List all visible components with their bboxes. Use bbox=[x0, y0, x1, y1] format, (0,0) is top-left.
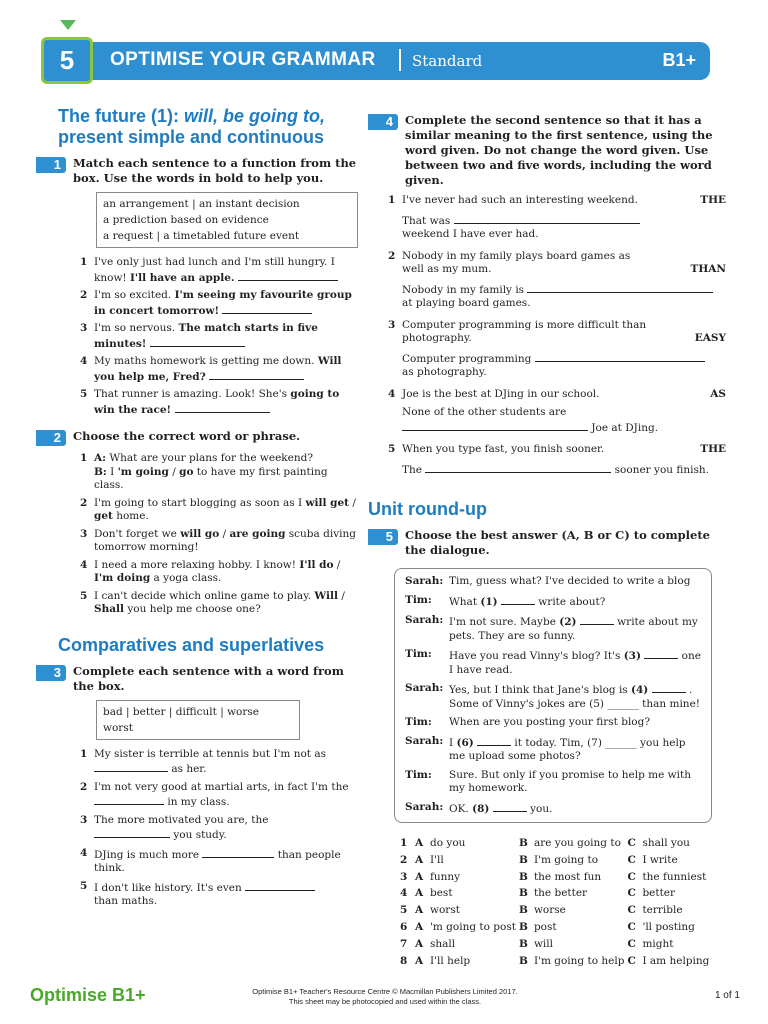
section-title-future bbox=[58, 106, 358, 148]
item-bold-text: I'll have an apple. bbox=[130, 271, 235, 284]
dialogue-line bbox=[405, 735, 701, 764]
dialogue-text: . Some of Vinny's jokes are (5) ______ than mine! bbox=[449, 684, 701, 710]
item-bold-text: The match starts in five minutes! bbox=[94, 322, 318, 350]
answer-option-b[interactable]: are you going to bbox=[533, 837, 621, 849]
item-number: 5 bbox=[80, 879, 88, 892]
list-item bbox=[388, 388, 726, 436]
answer-blank[interactable] bbox=[527, 282, 713, 293]
key-word: AS bbox=[710, 387, 726, 400]
item-number: 2 bbox=[80, 780, 88, 793]
answer-blank[interactable] bbox=[94, 794, 164, 805]
comparative-word-box bbox=[96, 700, 300, 740]
key-word: THE bbox=[700, 194, 726, 206]
answer-blank[interactable] bbox=[477, 735, 511, 746]
answer-blank[interactable] bbox=[222, 303, 312, 314]
item-number: 5 bbox=[388, 443, 396, 455]
item-text: My maths homework is getting me down. bbox=[94, 355, 318, 367]
left-column bbox=[53, 106, 358, 913]
option-letter: C bbox=[627, 904, 636, 917]
exercise-1-header bbox=[36, 156, 358, 186]
dialogue-text: Tim, guess what? I've decided to write a blog bbox=[449, 575, 691, 587]
word-box-line: a request | a timetabled future event bbox=[103, 230, 300, 242]
item-number: 1 bbox=[80, 747, 88, 760]
item-text: My sister is terrible at tennis but I'm not as bbox=[94, 747, 327, 760]
list-item bbox=[80, 781, 358, 810]
item-text: Computer programming is more difficult than photography. bbox=[402, 318, 647, 344]
speaker-label: Sarah: bbox=[405, 682, 444, 694]
choice-option[interactable]: I'm doing bbox=[94, 572, 151, 584]
word-box-line: a prediction based on evidence bbox=[103, 214, 269, 226]
answer-row bbox=[400, 902, 712, 919]
exercise-number: 4 bbox=[368, 114, 398, 130]
answer-number: 7 bbox=[400, 937, 408, 950]
dialogue-line bbox=[405, 594, 701, 610]
list-item bbox=[80, 559, 358, 586]
key-word: THE bbox=[700, 443, 726, 455]
item-bold-text: going to win the race! bbox=[94, 388, 340, 416]
exercise-5-header bbox=[368, 528, 726, 558]
exercise-4-header bbox=[368, 113, 726, 188]
option-letter: A bbox=[415, 904, 424, 917]
dialogue-text: it today. Tim, (7) ______ you help me upload some photos? bbox=[449, 736, 686, 762]
dialogue-line bbox=[405, 614, 701, 643]
exercise-number: 2 bbox=[36, 430, 66, 446]
dialogue-box bbox=[394, 568, 712, 823]
choice-option[interactable]: will get bbox=[305, 496, 350, 509]
speaker-label: Tim: bbox=[405, 716, 432, 728]
exercise-instruction: Choose the best answer (A, B or C) to complete the dialogue. bbox=[405, 528, 710, 557]
choice-option[interactable]: Shall bbox=[94, 603, 124, 615]
option-letter: C bbox=[627, 853, 636, 866]
list-item bbox=[80, 388, 358, 417]
answer-row bbox=[400, 936, 712, 953]
word-box-line: worst bbox=[103, 721, 133, 734]
item-text: That runner is amazing. Look! She's bbox=[94, 388, 291, 400]
header-marker-triangle bbox=[60, 20, 76, 30]
option-letter: A bbox=[415, 937, 424, 950]
option-letter: B bbox=[518, 887, 528, 900]
answer-row bbox=[400, 953, 712, 970]
answer-option-b[interactable]: worse bbox=[533, 904, 566, 917]
section-title-round-up: Unit round-up bbox=[368, 499, 487, 519]
dialogue-line bbox=[405, 648, 701, 677]
key-word: THAN bbox=[690, 262, 726, 275]
word-box-line: bad | better | difficult | worse bbox=[103, 705, 259, 718]
option-letter: A bbox=[415, 920, 424, 933]
speaker-label: Sarah: bbox=[405, 800, 444, 813]
answer-option-c[interactable]: shall you bbox=[642, 837, 690, 849]
answer-blank[interactable] bbox=[245, 880, 315, 891]
dialogue-text: one I have read. bbox=[449, 650, 701, 676]
item-number: 1 bbox=[80, 452, 88, 464]
answer-option-c[interactable]: the funniest bbox=[642, 870, 707, 883]
dialogue-text: OK. bbox=[449, 802, 473, 815]
dialogue-text: I'm not sure. Maybe bbox=[449, 616, 560, 628]
option-letter: A bbox=[415, 887, 424, 900]
item-text: scuba diving tomorrow morning! bbox=[94, 527, 356, 553]
item-number: 3 bbox=[80, 813, 88, 826]
footer-brand: Optimise B1+ bbox=[30, 985, 146, 1005]
item-number: 1 bbox=[80, 256, 88, 268]
choice-option[interactable]: will go bbox=[180, 527, 220, 540]
answer-option-c[interactable]: 'll posting bbox=[642, 920, 695, 933]
answer-blank[interactable] bbox=[652, 682, 686, 693]
answer-blank[interactable] bbox=[535, 351, 705, 362]
speaker-label: Sarah: bbox=[405, 734, 444, 747]
answer-row bbox=[400, 835, 712, 852]
gap-number: (3) bbox=[623, 650, 641, 662]
answer-blank[interactable] bbox=[402, 420, 588, 431]
option-letter: B bbox=[518, 870, 528, 883]
item-text: weekend I have ever had. bbox=[402, 228, 539, 240]
item-text: than people think. bbox=[94, 848, 341, 874]
item-text: as photography. bbox=[402, 366, 487, 378]
option-letter: C bbox=[627, 837, 636, 849]
dialogue-text: you. bbox=[526, 802, 553, 815]
answer-blank[interactable] bbox=[454, 213, 640, 224]
list-item bbox=[388, 194, 726, 242]
answer-option-a[interactable]: funny bbox=[430, 870, 461, 883]
list-item bbox=[80, 289, 358, 318]
option-letter: B bbox=[518, 904, 528, 917]
answer-blank[interactable] bbox=[501, 594, 535, 605]
answer-blank[interactable] bbox=[425, 462, 611, 473]
item-text: I'm so nervous. bbox=[94, 322, 179, 334]
list-item bbox=[80, 748, 358, 777]
worksheet-subtitle: Standard bbox=[412, 52, 483, 70]
copyright-line: This sheet may be photocopied and used within the class. bbox=[288, 997, 482, 1006]
choice-separator: / bbox=[333, 558, 341, 571]
choice-option[interactable]: Will bbox=[314, 589, 338, 602]
word-box-line: an arrangement | an instant decision bbox=[103, 198, 300, 210]
list-item bbox=[80, 814, 358, 843]
gap-number: (6) bbox=[456, 736, 474, 749]
key-word: EASY bbox=[694, 331, 726, 344]
dialogue-text: Yes, but I think that Jane's blog is bbox=[449, 684, 632, 696]
answer-number: 1 bbox=[400, 837, 408, 849]
item-text: None of the other students are bbox=[402, 406, 567, 418]
item-text: than maths. bbox=[94, 895, 158, 907]
worksheet-title: OPTIMISE YOUR GRAMMAR bbox=[110, 49, 376, 70]
item-text: I've only just had lunch and I'm still hungry. I know! bbox=[94, 256, 335, 284]
dialogue-text: When are you posting your first blog? bbox=[449, 716, 650, 728]
item-number: 3 bbox=[80, 322, 88, 334]
answer-blank[interactable] bbox=[94, 827, 170, 838]
answer-number: 8 bbox=[400, 954, 408, 967]
dialogue-line bbox=[405, 682, 701, 711]
dialogue-line bbox=[405, 575, 701, 589]
list-item bbox=[80, 590, 358, 617]
answer-option-b[interactable]: the better bbox=[533, 887, 588, 900]
section-title-comparatives: Comparatives and superlatives bbox=[58, 634, 325, 655]
answer-row bbox=[400, 919, 712, 936]
item-text: I bbox=[106, 465, 118, 478]
option-letter: C bbox=[627, 954, 636, 967]
item-number: 4 bbox=[80, 355, 88, 367]
dialogue-text: Sure. But only if you promise to help me with my homework. bbox=[449, 768, 691, 794]
dialogue-text: I bbox=[449, 736, 457, 749]
speaker-label: Tim: bbox=[405, 648, 432, 660]
answer-option-a[interactable]: best bbox=[430, 887, 453, 900]
list-item bbox=[80, 497, 358, 524]
item-text: I don't like history. It's even bbox=[94, 881, 246, 894]
answer-row bbox=[400, 885, 712, 902]
item-text: you help me choose one? bbox=[124, 603, 261, 615]
footer-copyright bbox=[230, 987, 540, 1007]
item-text: I need a more relaxing hobby. I know! bbox=[94, 558, 300, 571]
answer-blank[interactable] bbox=[493, 801, 527, 812]
option-letter: B bbox=[518, 853, 528, 866]
speaker-label: Tim: bbox=[405, 593, 432, 606]
exercise-1-items bbox=[80, 256, 358, 417]
section-title-italic: will, be going to, bbox=[184, 106, 325, 126]
item-text: sooner you finish. bbox=[611, 463, 709, 476]
answer-option-b[interactable]: the most fun bbox=[533, 870, 602, 883]
item-number: 5 bbox=[80, 388, 88, 400]
answer-option-a[interactable]: I'll bbox=[430, 853, 444, 866]
answer-number: 3 bbox=[400, 870, 408, 883]
answer-blank[interactable] bbox=[150, 336, 245, 347]
item-number: 3 bbox=[80, 527, 88, 540]
answer-option-c[interactable]: might bbox=[642, 937, 674, 950]
item-number: 2 bbox=[80, 289, 88, 301]
answer-option-b[interactable]: will bbox=[533, 937, 553, 950]
item-bold-text: Will you help me, Fred? bbox=[94, 355, 342, 383]
item-text: DJing is much more bbox=[94, 848, 203, 861]
item-text: I can't decide which online game to play. bbox=[94, 589, 315, 602]
header-divider bbox=[399, 49, 401, 71]
item-number: 3 bbox=[388, 318, 396, 331]
gap-number: (8) bbox=[472, 802, 490, 815]
exercise-instruction: Complete each sentence with a word from the box. bbox=[73, 663, 344, 693]
option-letter: C bbox=[627, 887, 636, 900]
gap-number: (2) bbox=[559, 616, 577, 628]
item-text: a yoga class. bbox=[150, 572, 222, 584]
item-text: Joe at DJing. bbox=[588, 421, 659, 434]
speaker-label: Sarah: bbox=[405, 575, 444, 587]
list-item bbox=[80, 528, 358, 555]
exercise-instruction: Complete the second sentence so that it has a similar meaning to the first sentence, using the word given. Do not change the word given. Use between two and five words, including the word given. bbox=[405, 113, 713, 187]
gap-number: (1) bbox=[480, 595, 498, 608]
answer-options-table bbox=[400, 835, 712, 969]
gap-number: (4) bbox=[631, 684, 649, 696]
item-text: to have my first painting class. bbox=[94, 465, 328, 491]
list-item bbox=[388, 250, 726, 311]
option-letter: A bbox=[415, 954, 424, 967]
speaker-label: A: bbox=[94, 452, 107, 464]
list-item bbox=[80, 847, 358, 876]
item-text: Nobody in my family is bbox=[402, 283, 528, 296]
answer-blank[interactable] bbox=[209, 369, 304, 380]
function-word-box bbox=[96, 192, 358, 248]
item-bold-text: I'm seeing my favourite group in concert tomorrow! bbox=[94, 289, 352, 317]
exercise-number: 1 bbox=[36, 157, 66, 173]
answer-option-c[interactable]: I am helping bbox=[642, 954, 710, 967]
item-number: 4 bbox=[388, 387, 396, 400]
choice-option[interactable]: 'm going bbox=[117, 465, 169, 478]
answer-number: 6 bbox=[400, 920, 408, 933]
answer-option-a[interactable]: 'm going to post bbox=[430, 920, 516, 933]
option-letter: A bbox=[415, 870, 424, 883]
item-text: That was bbox=[402, 214, 454, 227]
dialogue-text: write about? bbox=[534, 595, 606, 608]
choice-option[interactable]: get bbox=[94, 510, 113, 522]
option-letter: C bbox=[627, 937, 636, 950]
item-text: I've never had such an interesting weekend. bbox=[402, 194, 638, 206]
exercise-3-items bbox=[80, 748, 358, 909]
answer-option-a[interactable]: I'll help bbox=[430, 954, 471, 967]
item-text: I'm going to start blogging as soon as I bbox=[94, 496, 306, 509]
exercise-2-items bbox=[80, 452, 358, 617]
page-number: 1 of 1 bbox=[714, 990, 740, 1001]
item-text: Nobody in my family plays board games as well as my mum. bbox=[402, 249, 631, 275]
speaker-label: Sarah: bbox=[405, 614, 444, 626]
item-text: home. bbox=[112, 510, 149, 522]
choice-separator: / bbox=[168, 465, 180, 478]
list-item bbox=[388, 319, 726, 380]
dialogue-text: What bbox=[449, 595, 481, 608]
option-letter: A bbox=[415, 837, 424, 849]
item-text: The bbox=[402, 463, 426, 476]
dialogue-text: Have you read Vinny's blog? It's bbox=[449, 650, 624, 662]
item-text: I'm not very good at martial arts, in fact I'm the bbox=[94, 780, 349, 793]
item-text: as her. bbox=[168, 763, 207, 775]
item-number: 2 bbox=[80, 496, 88, 509]
item-text: When you type fast, you finish sooner. bbox=[402, 443, 605, 455]
exercise-instruction: Choose the correct word or phrase. bbox=[73, 429, 301, 443]
answer-blank[interactable] bbox=[175, 402, 270, 413]
answer-option-a[interactable]: worst bbox=[430, 904, 460, 917]
dialogue-line bbox=[405, 716, 701, 730]
answer-option-b[interactable]: I'm going to help bbox=[533, 954, 625, 967]
exercise-instruction: Match each sentence to a function from the box. Use the words in bold to help you. bbox=[73, 156, 357, 185]
list-item bbox=[80, 880, 358, 909]
choice-option[interactable]: go bbox=[179, 465, 194, 478]
item-text: I'm so excited. bbox=[94, 289, 175, 301]
item-number: 4 bbox=[80, 846, 88, 859]
item-number: 2 bbox=[388, 249, 396, 262]
option-letter: B bbox=[518, 837, 528, 849]
answer-option-a[interactable]: do you bbox=[430, 837, 466, 849]
speaker-label: B: bbox=[94, 465, 107, 478]
item-number: 5 bbox=[80, 589, 88, 602]
exercise-2-header bbox=[36, 429, 358, 446]
section-title-part: The future (1): bbox=[58, 106, 184, 126]
list-item bbox=[80, 322, 358, 351]
item-number: 4 bbox=[80, 558, 88, 571]
exercise-number: 3 bbox=[36, 665, 66, 681]
level-label: B1+ bbox=[662, 50, 696, 70]
answer-option-c[interactable]: terrible bbox=[642, 904, 683, 917]
speaker-label: Tim: bbox=[405, 768, 432, 781]
answer-number: 5 bbox=[400, 904, 408, 917]
item-text: What are your plans for the weekend? bbox=[106, 452, 313, 464]
choice-separator: / bbox=[349, 496, 356, 509]
exercise-3-header bbox=[36, 664, 358, 694]
answer-option-b[interactable]: I'm going to bbox=[533, 853, 599, 866]
list-item bbox=[388, 443, 726, 477]
answer-number: 2 bbox=[400, 853, 408, 866]
list-item bbox=[80, 452, 358, 493]
answer-option-c[interactable]: better bbox=[642, 887, 676, 900]
answer-blank[interactable] bbox=[94, 761, 168, 772]
list-item bbox=[80, 355, 358, 384]
item-number: 1 bbox=[388, 194, 396, 206]
copyright-line: Optimise B1+ Teacher's Resource Centre © Macmillan Publishers Limited 2017. bbox=[252, 987, 518, 996]
list-item bbox=[80, 256, 358, 285]
answer-blank[interactable] bbox=[580, 614, 614, 625]
right-column bbox=[368, 113, 726, 969]
item-text: Don't forget we bbox=[94, 527, 181, 540]
dialogue-text: write about my pets. They are so funny. bbox=[449, 616, 698, 642]
option-letter: A bbox=[415, 853, 424, 866]
item-text: The more motivated you are, the bbox=[94, 813, 269, 826]
exercise-4-items bbox=[388, 194, 726, 477]
item-text: Joe is the best at DJing in our school. bbox=[402, 387, 600, 400]
answer-blank[interactable] bbox=[238, 270, 338, 281]
option-letter: C bbox=[627, 870, 636, 883]
section-title-part: present simple and continuous bbox=[58, 127, 325, 147]
answer-blank[interactable] bbox=[644, 648, 678, 659]
option-letter: B bbox=[518, 920, 528, 933]
item-text: Computer programming bbox=[402, 352, 535, 365]
answer-blank[interactable] bbox=[202, 847, 274, 858]
exercise-number: 5 bbox=[368, 529, 398, 545]
dialogue-line bbox=[405, 801, 701, 817]
answer-number: 4 bbox=[400, 887, 408, 900]
option-letter: C bbox=[627, 920, 636, 933]
answer-option-a[interactable]: shall bbox=[430, 937, 456, 950]
answer-option-c[interactable]: I write bbox=[642, 853, 678, 866]
dialogue-line bbox=[405, 769, 701, 796]
answer-option-b[interactable]: post bbox=[533, 920, 557, 933]
answer-row bbox=[400, 852, 712, 869]
option-letter: B bbox=[518, 937, 528, 950]
item-text: at playing board games. bbox=[402, 297, 531, 309]
unit-number-badge: 5 bbox=[41, 37, 93, 84]
option-letter: B bbox=[518, 954, 528, 967]
choice-option[interactable]: are going bbox=[229, 527, 286, 540]
answer-row bbox=[400, 869, 712, 886]
choice-option[interactable]: I'll do bbox=[299, 558, 334, 571]
choice-separator: / bbox=[337, 589, 345, 602]
choice-separator: / bbox=[219, 527, 230, 540]
item-text: you study. bbox=[170, 829, 227, 841]
item-text: in my class. bbox=[164, 796, 230, 808]
